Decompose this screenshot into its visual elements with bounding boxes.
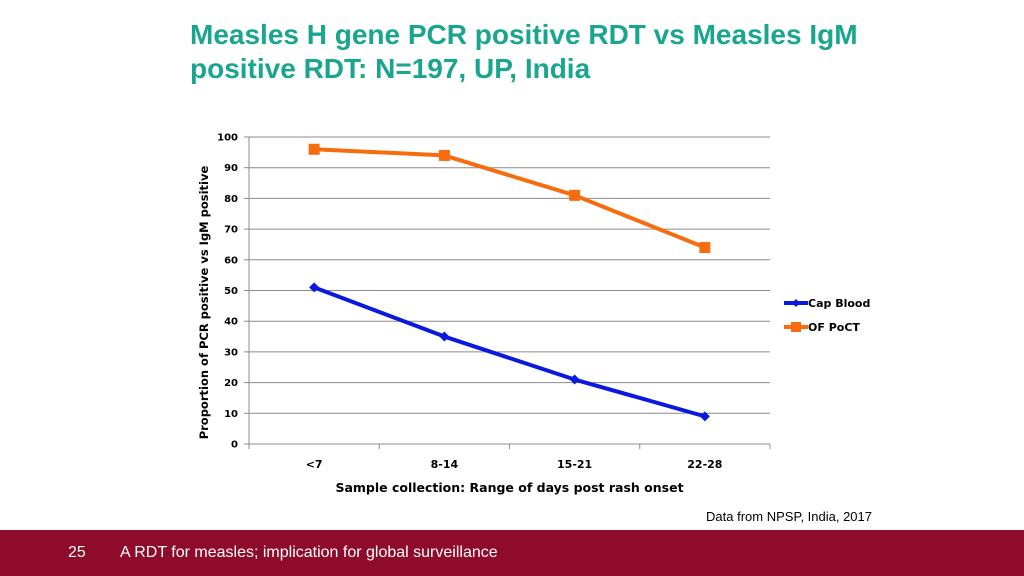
y-tick-label: 0 xyxy=(231,439,238,451)
legend-label: OF PoCT xyxy=(808,321,860,334)
x-tick-label: 15-21 xyxy=(557,458,593,471)
data-point xyxy=(569,190,580,201)
y-tick-label: 40 xyxy=(224,316,238,328)
y-tick-label: 30 xyxy=(224,347,238,359)
slide-title: Measles H gene PCR positive RDT vs Measles IgM positive RDT: N=197, UP, India xyxy=(190,19,858,84)
y-tick-label: 50 xyxy=(224,286,238,297)
footer-text: A RDT for measles; implication for global surveillance xyxy=(120,544,498,561)
footer-bar xyxy=(0,530,1024,576)
y-tick-label: 70 xyxy=(224,224,238,236)
legend-marker xyxy=(792,299,800,307)
legend-marker xyxy=(791,322,801,332)
data-point xyxy=(439,332,449,342)
y-tick-label: 20 xyxy=(224,378,238,390)
x-tick-label: 8-14 xyxy=(430,458,459,471)
x-axis-label: Sample collection: Range of days post rash onset xyxy=(335,480,684,495)
data-point xyxy=(309,144,320,155)
data-point xyxy=(439,150,450,161)
source-note: Data from NPSP, India, 2017 xyxy=(706,509,872,524)
y-axis-label: Proportion of PCR positive vs IgM positive xyxy=(197,165,211,440)
legend-label: Cap Blood xyxy=(808,297,871,310)
y-tick-label: 60 xyxy=(224,255,238,267)
y-tick-label: 90 xyxy=(224,163,238,175)
x-tick-label: <7 xyxy=(305,458,323,471)
y-tick-label: 10 xyxy=(224,408,238,420)
x-tick-label: 22-28 xyxy=(687,458,723,471)
data-point xyxy=(699,242,710,253)
y-tick-label: 100 xyxy=(217,132,238,144)
y-tick-label: 80 xyxy=(224,193,238,205)
page-number: 25 xyxy=(68,544,86,561)
